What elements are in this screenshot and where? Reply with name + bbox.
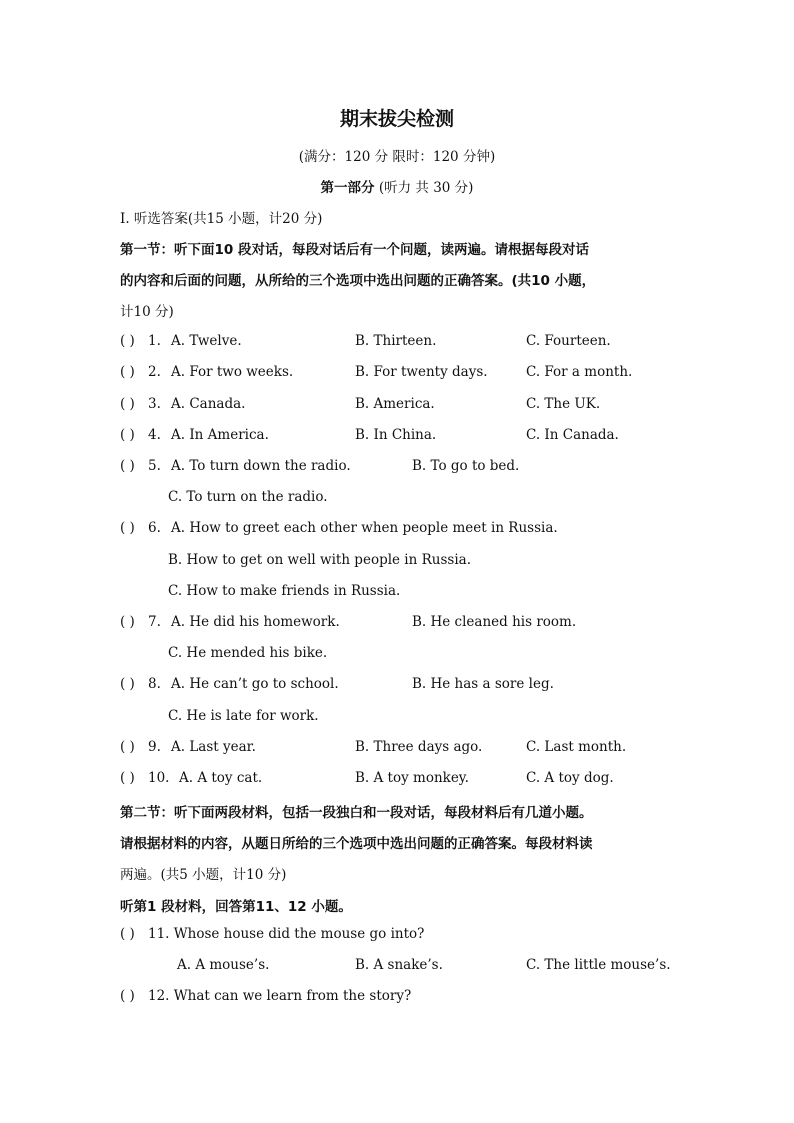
option-b: B. A toy monkey. xyxy=(355,770,469,786)
option-b: B. For twenty days. xyxy=(355,364,488,380)
option-b: B. In China. xyxy=(355,427,437,443)
part-note: (听力 共 30 分) xyxy=(378,180,474,196)
section1-instruction-line3: 计10 分) xyxy=(120,304,174,320)
option-a: A. How to greet each other when people meet in Russia. xyxy=(171,520,558,536)
answer-blank[interactable]: ( ) xyxy=(120,770,135,786)
answer-blank[interactable]: ( ) xyxy=(120,427,135,443)
option-b: B. To go to bed. xyxy=(412,458,520,474)
option-c: C. The little mouse’s. xyxy=(526,957,671,973)
page-title: 期末拔尖检测 xyxy=(339,108,454,130)
option-a: A. He can’t go to school. xyxy=(171,676,339,692)
answer-blank[interactable]: ( ) xyxy=(120,333,135,349)
option-a: A. To turn down the radio. xyxy=(171,458,351,474)
section1-instruction-line2: 的内容和后面的问题，从所给的三个选项中选出问题的正确答案。(共10 小题， xyxy=(120,273,596,289)
section-heading: I. 听选答案(共15 小题，计20 分) xyxy=(120,211,323,227)
section2-instruction-line1: 第二节：听下面两段材料，包括一段独白和一段对话，每段材料后有几道小题。 xyxy=(120,805,593,821)
option-b: B. A snake’s. xyxy=(355,957,443,973)
option-a: A. Last year. xyxy=(171,739,256,755)
answer-blank[interactable]: ( ) xyxy=(120,988,135,1004)
option-a: A. A toy cat. xyxy=(179,770,263,786)
question-number: 1. xyxy=(148,333,161,349)
part-heading xyxy=(0,176,794,196)
answer-blank[interactable]: ( ) xyxy=(120,676,135,692)
section2-instruction-line3: 两遍。(共5 小题，计10 分) xyxy=(120,867,287,883)
option-b: B. Thirteen. xyxy=(355,333,437,349)
option-c: C. To turn on the radio. xyxy=(168,489,328,505)
option-c: C. He is late for work. xyxy=(168,708,319,724)
question-number: 4. xyxy=(148,427,161,443)
section2-instruction-line2: 请根据材料的内容，从题日所给的三个选项中选出问题的正确答案。每段材料读 xyxy=(120,836,593,852)
option-c: C. A toy dog. xyxy=(526,770,614,786)
option-c: C. In Canada. xyxy=(526,427,619,443)
material-heading: 听第1 段材料，回答第11、12 小题。 xyxy=(120,899,352,915)
answer-blank[interactable]: ( ) xyxy=(120,364,135,380)
question-number: 5. xyxy=(148,458,161,474)
option-a: A. Twelve. xyxy=(171,333,242,349)
question-number: 2. xyxy=(148,364,161,380)
answer-blank[interactable]: ( ) xyxy=(120,739,135,755)
option-a: A. A mouse’s. xyxy=(177,957,270,973)
exam-subtitle: (满分：120 分 限时：120 分钟) xyxy=(298,149,496,165)
answer-blank[interactable]: ( ) xyxy=(120,614,135,630)
option-a: A. He did his homework. xyxy=(171,614,340,630)
option-a: A. For two weeks. xyxy=(171,364,294,380)
option-b: B. Three days ago. xyxy=(355,739,483,755)
question-number: 6. xyxy=(148,520,161,536)
option-a: A. Canada. xyxy=(171,396,246,412)
section1-instruction-line1: 第一节：听下面10 段对话，每段对话后有一个问题，读两遍。请根据每段对话 xyxy=(120,242,589,258)
option-b: B. How to get on well with people in Russia. xyxy=(168,552,471,568)
option-c: C. Last month. xyxy=(526,739,627,755)
option-b: B. He has a sore leg. xyxy=(412,676,554,692)
option-c: C. The UK. xyxy=(526,396,601,412)
question-number: 9. xyxy=(148,739,161,755)
question-number: 3. xyxy=(148,396,161,412)
part-label: 第一部分 xyxy=(320,180,375,196)
answer-blank[interactable]: ( ) xyxy=(120,458,135,474)
option-c: C. For a month. xyxy=(526,364,633,380)
option-a: A. In America. xyxy=(171,427,269,443)
option-b: B. America. xyxy=(355,396,435,412)
answer-blank[interactable]: ( ) xyxy=(120,926,135,942)
option-c: C. How to make friends in Russia. xyxy=(168,583,401,599)
question-stem: 11. Whose house did the mouse go into? xyxy=(148,926,425,942)
question-number: 8. xyxy=(148,676,161,692)
answer-blank[interactable]: ( ) xyxy=(120,520,135,536)
question-number: 10. xyxy=(148,770,170,786)
answer-blank[interactable]: ( ) xyxy=(120,396,135,412)
question-stem: 12. What can we learn from the story? xyxy=(148,988,412,1004)
option-c: C. He mended his bike. xyxy=(168,645,328,661)
option-b: B. He cleaned his room. xyxy=(412,614,577,630)
option-c: C. Fourteen. xyxy=(526,333,611,349)
question-number: 7. xyxy=(148,614,161,630)
